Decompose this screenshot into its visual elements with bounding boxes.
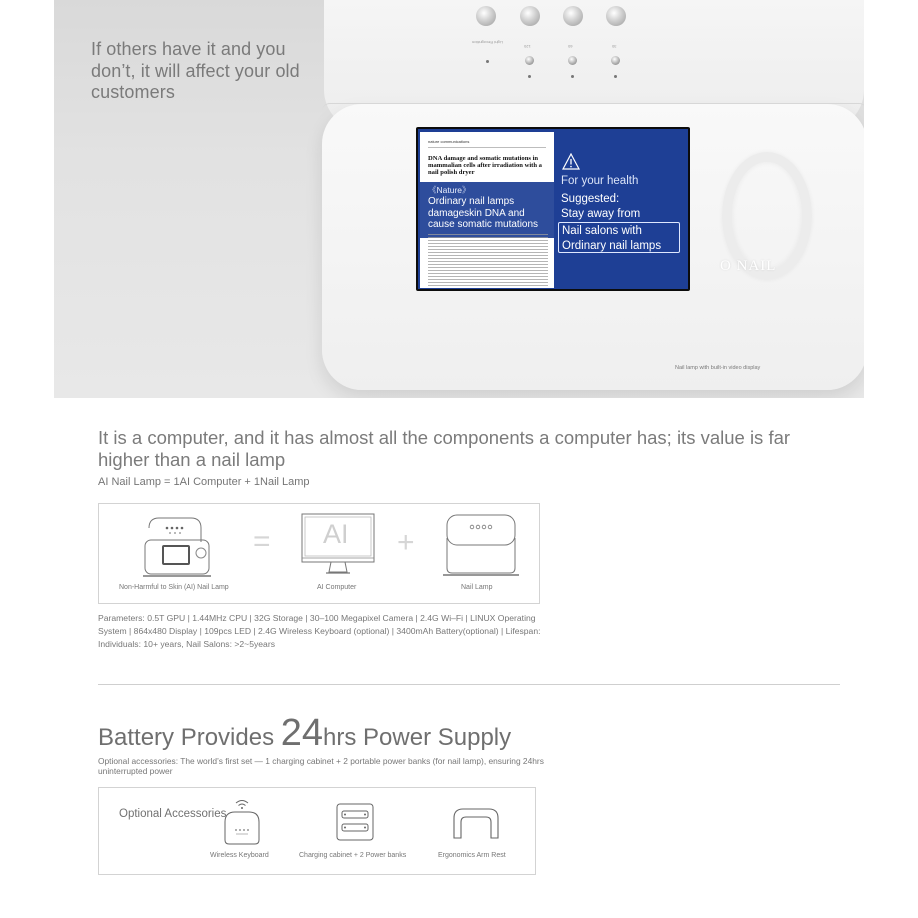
caption-ai-nail-lamp: Non-Harmful to Skin (AI) Nail Lamp (119, 584, 229, 591)
lamp-engraving: 120 (524, 44, 531, 49)
computer-formula: AI Nail Lamp = 1AI Computer + 1Nail Lamp (98, 476, 310, 488)
overlay-text: Ordinary nail lamps damageskin DNA and cause somatic mutations (428, 196, 539, 231)
lamp-button (568, 56, 577, 65)
caption-nail-lamp: Nail Lamp (461, 584, 493, 591)
parameters-text: Parameters: 0.5T GPU | 1.44MHz CPU | 32G Storage | 30–100 Megapixel Camera | 2.4G Wi–Fi | LINUX Operating System | 864x480 Display | 109pcs LED | 2.4G Wireless Keyboard (optional) | 3400mAh Battery(optional) | Lifespan: Individuals: 10+ years, Nail Salons: >2~5years (98, 613, 541, 649)
section-divider (98, 684, 840, 685)
display-content (418, 129, 688, 289)
paper-title: DNA damage and somatic mutations in mammalian cells after irradiation with a nail polish dryer (428, 155, 542, 176)
nail-lamp-icon (443, 512, 519, 578)
paper-rule (428, 147, 546, 148)
stay-away-label: Stay away from (561, 208, 641, 220)
accessories-panel (98, 787, 536, 875)
equals-sign: = (253, 525, 271, 558)
hero-headline: If others have it and you don’t, it will affect your old customers (91, 39, 300, 102)
battery-subtitle: Optional accessories: The world’s first set — 1 charging cabinet + 2 portable power banks (for nail lamp), ensuring 24hrs uninterrupted power (98, 756, 544, 776)
battery-title-post: hrs Power Supply (323, 724, 512, 751)
lamp-engraving: Light Recognition (472, 40, 503, 45)
warning-box: Nail salons with Ordinary nail lamps (558, 222, 680, 253)
paper-journal: nature communications (428, 139, 470, 144)
formula-panel (98, 503, 540, 604)
lamp-dial (606, 6, 626, 26)
caption-charging-cabinet: Charging cabinet + 2 Power banks (299, 852, 407, 859)
lamp-dial (563, 6, 583, 26)
caption-arm-rest: Ergonomics Arm Rest (438, 852, 506, 859)
suggested-text (561, 192, 640, 222)
hero-banner (54, 0, 864, 398)
wireless-keyboard-icon (222, 796, 262, 846)
hero-caption: Nail lamp with built-in video display (675, 365, 761, 371)
lamp-dial (476, 6, 496, 26)
lamp-video-display (416, 127, 690, 291)
lamp-indicator (528, 75, 531, 78)
suggested-label: Suggested: (561, 193, 620, 205)
caption-wireless-keyboard: Wireless Keyboard (210, 852, 269, 859)
ai-nail-lamp-icon (143, 512, 215, 578)
charging-cabinet-icon (335, 802, 375, 842)
arm-rest-icon (451, 806, 501, 840)
battery-title-number: 24 (280, 712, 324, 754)
lamp-indicator (486, 60, 489, 63)
overlay-tag: 《Nature》 (428, 185, 471, 195)
caption-ai-computer: AI Computer (317, 584, 357, 591)
paper-overlay (420, 182, 554, 238)
lamp-button (611, 56, 620, 65)
battery-title-pre: Battery Provides (98, 724, 281, 751)
optional-accessories-label: Optional Accessories (119, 808, 227, 820)
plus-sign: + (397, 526, 415, 559)
lamp-dial (520, 6, 540, 26)
lamp-engraving: 30 (612, 44, 617, 49)
monitor-ai-text: AI (323, 519, 349, 549)
health-text: For your health (561, 175, 639, 187)
lamp-button (525, 56, 534, 65)
lamp-indicator (614, 75, 617, 78)
warning-icon (562, 153, 580, 170)
computer-headline: It is a computer, and it has almost all the components a computer has; its value is far higher than a nail lamp (98, 427, 791, 470)
lamp-indicator (571, 75, 574, 78)
paper-body-text (428, 234, 548, 286)
lamp-engraving: 60 (568, 44, 573, 49)
nail-lamp-seam (322, 103, 864, 111)
battery-title (98, 712, 511, 755)
lamp-brand-logo: O NAIL (720, 258, 777, 274)
paper-screenshot (420, 132, 554, 288)
